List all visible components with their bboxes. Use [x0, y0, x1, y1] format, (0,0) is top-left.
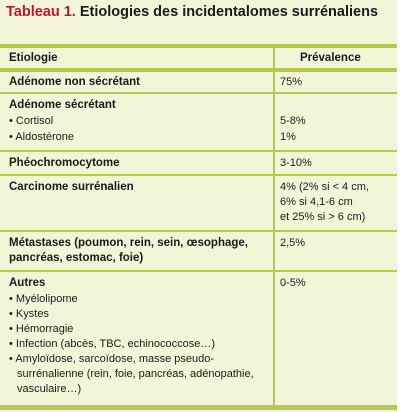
- row-label: Adénome non sécrétant: [9, 76, 140, 88]
- row-prevalence: 1%: [280, 131, 296, 143]
- list-item: • Cortisol: [7, 115, 53, 128]
- row-prevalence: 0-5%: [280, 277, 306, 289]
- header-divider: [0, 68, 397, 72]
- list-item-continuation: surrénalienne (rein, foie, pancréas, adénopathie,: [17, 368, 254, 380]
- table-title: [6, 4, 392, 20]
- row-prevalence: 3-10%: [280, 157, 312, 169]
- row-prevalence: 4% (2% si < 4 cm,: [280, 181, 369, 193]
- row-divider: [0, 150, 397, 152]
- row-prevalence: 75%: [280, 76, 303, 88]
- header-prevalence: Prévalence: [300, 52, 361, 64]
- table-caption: Etiologies des incidentalomes surrénaliens: [75, 4, 379, 20]
- list-item-continuation: vasculaire…): [17, 383, 82, 395]
- list-item: • Kystes: [7, 308, 49, 321]
- row-divider: [0, 174, 397, 176]
- row-prevalence: 6% si 4,1-6 cm: [280, 196, 353, 208]
- row-label: Adénome sécrétant: [9, 99, 116, 111]
- list-item: • Infection (abcès, TBC, echinococcose…): [7, 338, 215, 351]
- row-label: Carcinome surrénalien: [9, 181, 134, 193]
- row-divider: [0, 92, 397, 94]
- row-label: Phéochromocytome: [9, 157, 120, 169]
- list-item: • Aldostérone: [7, 131, 74, 144]
- column-divider: [273, 48, 275, 408]
- row-prevalence: 2,5%: [280, 237, 306, 249]
- title-divider: [0, 44, 397, 48]
- row-prevalence: 5-8%: [280, 115, 306, 127]
- row-label: Autres: [9, 277, 46, 289]
- row-label: pancréas, estomac, foie): [9, 252, 144, 264]
- row-divider: [0, 230, 397, 232]
- list-item: • Myélolipome: [7, 293, 78, 306]
- row-prevalence: et 25% si > 6 cm): [280, 211, 366, 223]
- table-number: Tableau 1.: [6, 4, 76, 20]
- header-etiology: Etiologie: [9, 52, 58, 64]
- list-item: • Amyloïdose, sarcoïdose, masse pseudo-: [7, 353, 214, 366]
- table-bottom-rule: [0, 405, 397, 410]
- row-label: Métastases (poumon, rein, sein, œsophage,: [9, 237, 248, 249]
- list-item: • Hémorragie: [7, 323, 73, 336]
- row-divider: [0, 270, 397, 272]
